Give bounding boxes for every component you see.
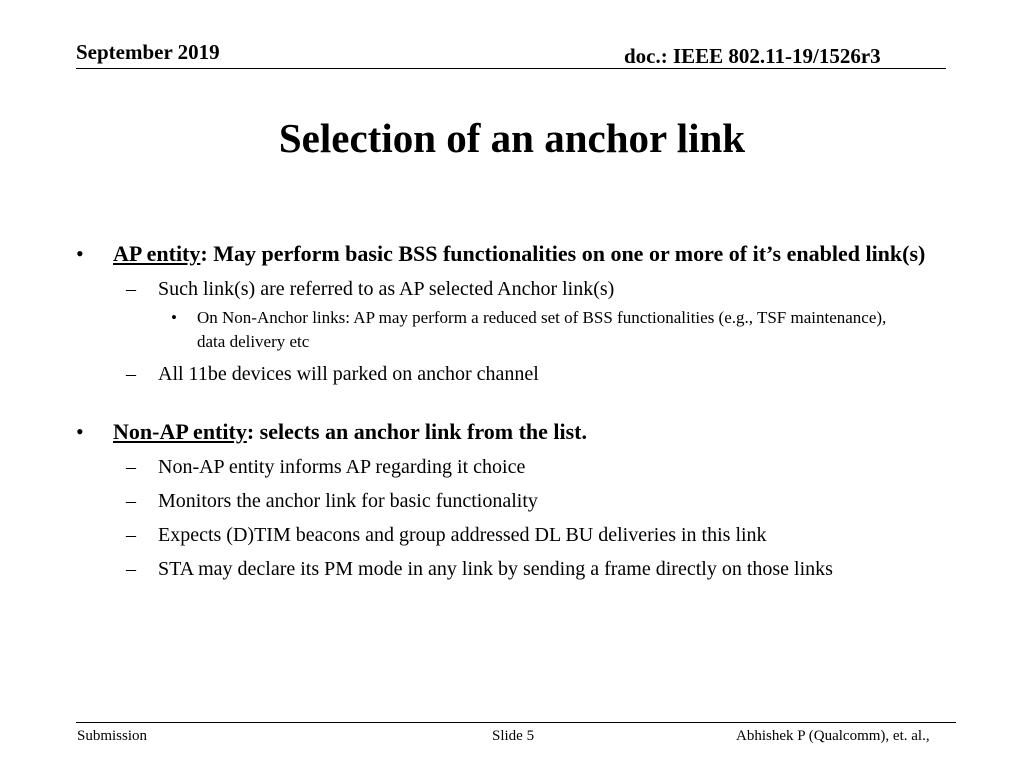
sub-bullet-text: STA may declare its PM mode in any link by sending a frame directly on those links: [158, 558, 833, 580]
sub-bullet-text: All 11be devices will parked on anchor channel: [158, 363, 539, 385]
dash-marker: –: [126, 524, 136, 546]
footer-divider: [76, 722, 956, 723]
footer-slide-number: Slide 5: [492, 728, 535, 744]
sub-bullet: [76, 453, 956, 481]
sub-bullet: [76, 555, 956, 583]
sub-bullet: [76, 487, 956, 515]
sub-sub-bullet-text: On Non-Anchor links: AP may perform a reduced set of BSS functionalities (e.g., TSF maintenance), data delivery etc: [197, 308, 887, 351]
header-divider: [76, 68, 946, 69]
bullet-marker: •: [76, 419, 84, 444]
sub-bullet: [76, 521, 956, 549]
slide-body: [76, 238, 956, 583]
dash-marker: –: [126, 558, 136, 580]
dash-marker: –: [126, 490, 136, 512]
bullet-marker: •: [76, 241, 84, 266]
bullet-ap-entity: [76, 238, 956, 269]
sub-bullet-text: Such link(s) are referred to as AP selected Anchor link(s): [158, 278, 615, 300]
sub-bullet-text: Monitors the anchor link for basic functionality: [158, 490, 538, 512]
slide-title: Selection of an anchor link: [278, 115, 746, 161]
sub-bullet-text: Expects (D)TIM beacons and group addressed DL BU deliveries in this link: [158, 524, 767, 546]
bullet-term: Non-AP entity: [113, 419, 247, 444]
bullet-text: : May perform basic BSS functionalities on one or more of it’s enabled link(s): [200, 241, 926, 266]
dash-marker: –: [126, 278, 136, 300]
sub-bullet-text: Non-AP entity informs AP regarding it choice: [158, 456, 526, 478]
dash-marker: –: [126, 456, 136, 478]
dash-marker: –: [126, 363, 136, 385]
footer-submission: Submission: [77, 728, 148, 744]
sub-bullet: [76, 360, 956, 388]
bullet-non-ap-entity: [76, 416, 956, 447]
header-date: September 2019: [76, 40, 220, 64]
bullet-text: : selects an anchor link from the list.: [246, 419, 588, 444]
bullet-marker: •: [171, 308, 177, 327]
bullet-term: AP entity: [113, 241, 201, 266]
sub-bullet: [76, 275, 956, 303]
header-doc-id: doc.: IEEE 802.11-19/1526r3: [624, 44, 881, 68]
footer-author: Abhishek P (Qualcomm), et. al.,: [736, 728, 930, 744]
sub-sub-bullet: [76, 306, 956, 354]
